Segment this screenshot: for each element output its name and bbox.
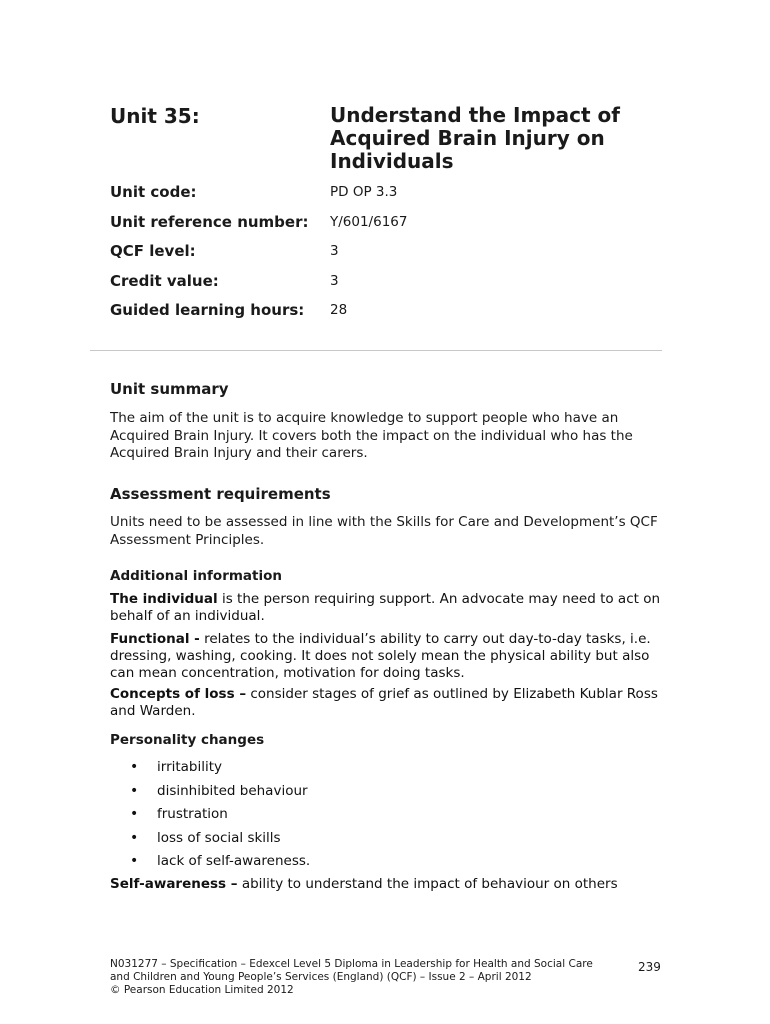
definition-text: consider stages of grief as outlined by Elizabeth Kublar Ross and Warden. <box>110 686 658 719</box>
meta-value: Y/601/6167 <box>330 213 408 230</box>
meta-label: QCF level: <box>110 242 196 260</box>
meta-row-unit-reference <box>110 213 670 243</box>
meta-label: Guided learning hours: <box>110 301 305 319</box>
definition-functional <box>110 631 670 682</box>
definition-term: The individual <box>110 591 218 607</box>
definition-text: relates to the individual’s ability to carry out day-to-day tasks, i.e. dressing, washing, cooking. It does not solely mean the physical ability but also can mean concentration, motivation for doing tasks. <box>110 631 651 681</box>
list-item: • loss of social skills <box>110 828 310 852</box>
definition-text: is the person requiring support. An advocate may need to act on behalf of an individual. <box>110 591 661 624</box>
assessment-heading: Assessment requirements <box>110 485 331 503</box>
footer-copyright: © Pearson Education Limited 2012 <box>110 984 294 996</box>
definition-self-awareness <box>110 876 670 893</box>
meta-value: 3 <box>330 243 339 259</box>
personality-changes-list <box>110 757 310 875</box>
definition-term: Concepts of loss – <box>110 686 247 702</box>
unit-title-line: Individuals <box>330 149 454 173</box>
meta-value: 28 <box>330 302 348 318</box>
meta-row-unit-code <box>110 183 670 213</box>
unit-title <box>330 104 660 173</box>
meta-row-credit-value <box>110 272 670 302</box>
definition-text: ability to understand the impact of behaviour on others <box>237 876 618 892</box>
meta-label: Unit code: <box>110 183 197 201</box>
list-item: • frustration <box>110 804 310 828</box>
additional-info-heading: Additional information <box>110 568 282 584</box>
list-item: • irritability <box>110 757 310 781</box>
assessment-text: Units need to be assessed in line with the Skills for Care and Development’s QCF Assessment Principles. <box>110 514 658 548</box>
personality-changes-heading: Personality changes <box>110 732 265 748</box>
unit-title-line: Understand the Impact of <box>330 103 620 127</box>
unit-title-line: Acquired Brain Injury on <box>330 126 605 150</box>
section-divider <box>90 350 662 351</box>
meta-row-guided-hours <box>110 301 670 331</box>
list-item: • lack of self-awareness. <box>110 851 310 875</box>
meta-value: 3 <box>330 272 339 289</box>
definition-term: Self-awareness – <box>110 876 238 892</box>
summary-text: The aim of the unit is to acquire knowledge to support people who have an Acquired Brain Injury. It covers both the impact on the individual who has the Acquired Brain Injury and their carers. <box>110 410 633 461</box>
meta-value: PD OP 3.3 <box>330 184 398 200</box>
page-footer <box>110 958 610 997</box>
footer-line: and Children and Young People’s Services (England) (QCF) – Issue 2 – April 2012 <box>110 971 532 983</box>
meta-row-qcf-level <box>110 242 670 272</box>
unit-meta-table <box>110 183 670 331</box>
summary-heading: Unit summary <box>110 380 229 398</box>
meta-label: Credit value: <box>110 271 219 290</box>
unit-number: Unit 35: <box>110 104 200 128</box>
page-number: 239 <box>638 960 661 974</box>
definition-concepts-of-loss <box>110 686 670 720</box>
definition-term: Functional - <box>110 631 200 647</box>
footer-line: N031277 – Specification – Edexcel Level 5 Diploma in Leadership for Health and Social Care <box>110 958 593 970</box>
list-item: • disinhibited behaviour <box>110 781 310 805</box>
definition-individual <box>110 591 670 625</box>
meta-label: Unit reference number: <box>110 212 309 231</box>
